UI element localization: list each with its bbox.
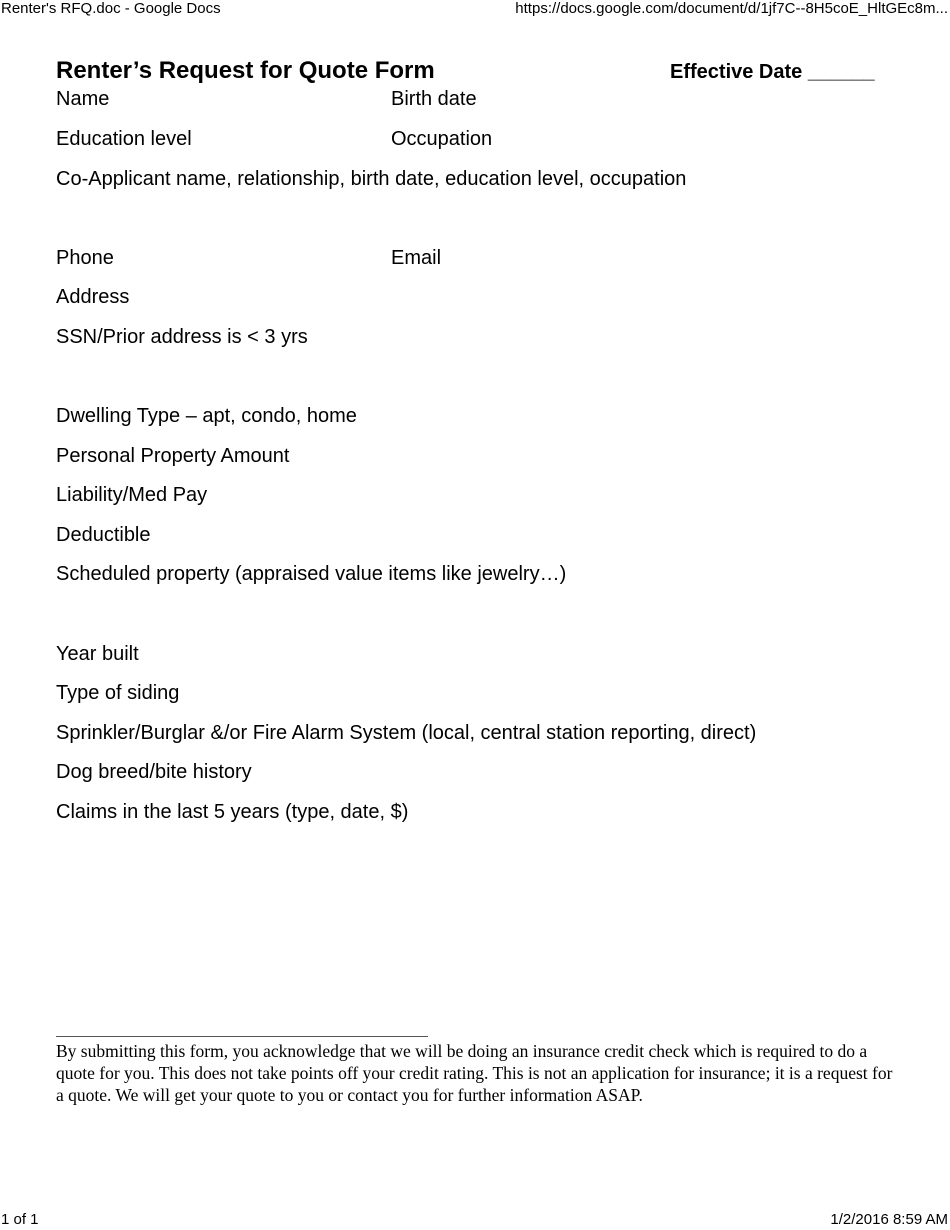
siding-label: Type of siding — [56, 682, 180, 704]
effective-date-label: Effective Date ______ — [670, 61, 875, 83]
claims-label: Claims in the last 5 years (type, date, $) — [56, 801, 409, 823]
co-applicant-label: Co-Applicant name, relationship, birth date, education level, occupation — [56, 168, 687, 190]
ssn-prior-address-label: SSN/Prior address is < 3 yrs — [56, 326, 308, 348]
scheduled-property-label: Scheduled property (appraised value items like jewelry…) — [56, 563, 567, 585]
occupation-label: Occupation — [391, 128, 493, 150]
print-page-title: Renter's RFQ.doc - Google Docs — [1, 0, 221, 17]
year-built-label: Year built — [56, 643, 139, 665]
deductible-label: Deductible — [56, 524, 151, 546]
footnote-separator — [56, 1036, 428, 1037]
phone-label: Phone — [56, 247, 114, 269]
address-label: Address — [56, 286, 130, 308]
print-timestamp: 1/2/2016 8:59 AM — [830, 1211, 948, 1228]
dwelling-type-label: Dwelling Type – apt, condo, home — [56, 405, 357, 427]
liability-label: Liability/Med Pay — [56, 484, 208, 506]
birth-date-label: Birth date — [391, 88, 477, 110]
dog-history-label: Dog breed/bite history — [56, 761, 252, 783]
email-label: Email — [391, 247, 442, 269]
print-page-count: 1 of 1 — [1, 1211, 39, 1228]
form-title: Renter’s Request for Quote Form — [56, 57, 435, 84]
alarm-system-label: Sprinkler/Burglar &/or Fire Alarm System (local, central station reporting, direct) — [56, 722, 757, 744]
print-page-url: https://docs.google.com/document/d/1jf7C--8H5coE_HltGEc8m... — [515, 0, 948, 17]
education-level-label: Education level — [56, 128, 192, 150]
footnote-text: By submitting this form, you acknowledge that we will be doing an insurance credit check which is required to do a quote for you. This does not take points off your credit rating. This is not an application for insurance; it is a request for a quote. We will get your quote to you or contact you for further information ASAP. — [56, 1041, 893, 1105]
personal-property-label: Personal Property Amount — [56, 445, 290, 467]
name-label: Name — [56, 88, 110, 110]
